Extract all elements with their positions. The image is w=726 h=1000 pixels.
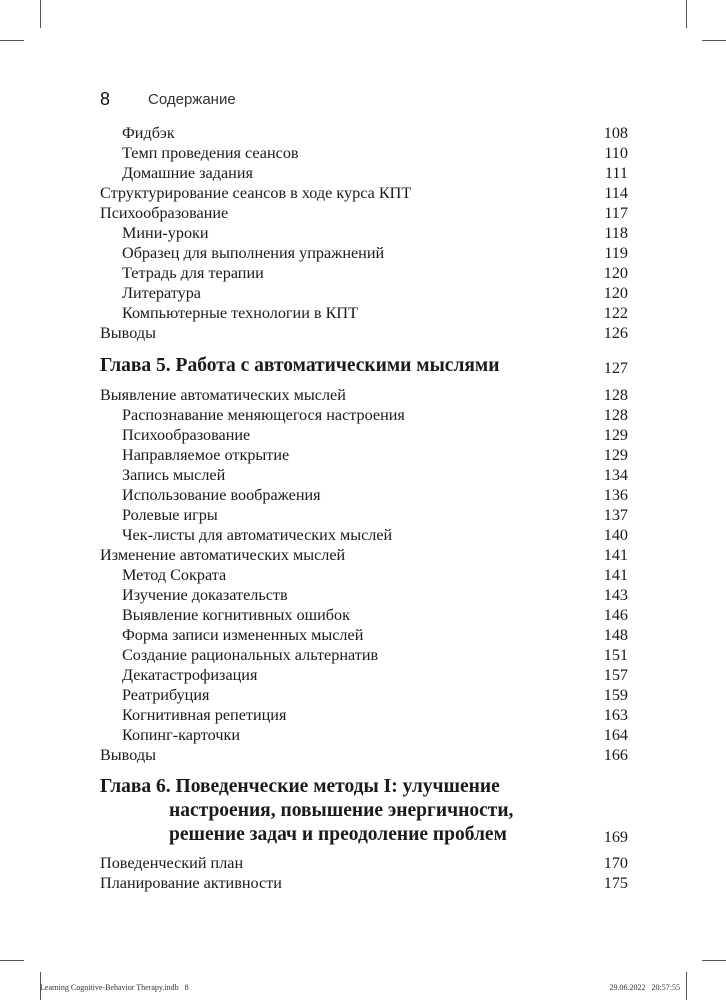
toc-entry-title: Форма записи измененных мыслей <box>122 626 364 644</box>
toc-entry <box>100 405 628 425</box>
toc-entry-page: 170 <box>603 854 628 872</box>
toc-entry-page: 110 <box>604 144 628 162</box>
chapter-title-line: Глава 6. Поведенческие методы I: улучшение <box>100 776 500 797</box>
toc-entry-title: Домашние задания <box>122 164 253 182</box>
toc-entry-title: Выводы <box>100 746 156 764</box>
toc-entry-title: Создание рациональных альтернатив <box>122 646 379 664</box>
toc-entry-page: 111 <box>604 164 628 182</box>
toc-entry-page: 140 <box>603 526 628 544</box>
toc-entry-page: 128 <box>603 406 628 424</box>
toc-entry-page: 119 <box>604 244 628 262</box>
toc-entry-page: 166 <box>603 746 628 764</box>
toc-entry-page: 129 <box>603 426 628 444</box>
toc-entry <box>100 685 628 705</box>
toc-entry <box>100 585 628 605</box>
toc-entry-page: 143 <box>603 586 628 604</box>
toc-entry-page: 126 <box>603 324 628 342</box>
toc-entry-title: Реатрибуция <box>122 686 210 704</box>
toc-entry-title: Образец для выполнения упражнений <box>122 244 385 262</box>
toc-entry-page: 148 <box>603 626 628 644</box>
toc-entry-page: 141 <box>603 566 628 584</box>
toc-entry-page: 128 <box>603 386 628 404</box>
toc-entry-title: Направляемое открытие <box>122 446 290 464</box>
toc-entry-page: 163 <box>603 706 628 724</box>
toc-entry <box>100 645 628 665</box>
toc-entry-title: Психообразование <box>122 426 251 444</box>
toc-entry <box>100 625 628 645</box>
toc-entry-title: Планирование активности <box>100 874 282 892</box>
toc-entry-title: Литература <box>122 284 201 302</box>
toc-entry-page: 164 <box>603 726 628 744</box>
toc-entry-title: Изучение доказательств <box>122 586 288 604</box>
toc-entry-page: 134 <box>603 466 628 484</box>
toc-entry <box>100 725 628 745</box>
chapter-title-line: настроения, повышение энергичности, <box>169 800 514 821</box>
toc-entry <box>100 873 628 893</box>
toc-entry-title: Метод Сократа <box>122 566 227 584</box>
print-file-name: Learning Cognitive-Behavior Therapy.indb 8 <box>40 983 189 992</box>
toc-entry <box>100 183 628 203</box>
toc-entry-page: 137 <box>603 506 628 524</box>
toc-entry-title: Фидбэк <box>122 124 175 142</box>
toc-entry <box>100 565 628 585</box>
toc-entry-page: 118 <box>604 224 628 242</box>
toc-entry-page: 151 <box>603 646 628 664</box>
toc-entry-title: Мини-уроки <box>122 224 209 242</box>
toc-entry <box>100 163 628 183</box>
toc-entry <box>100 505 628 525</box>
print-timestamp: 29.06.2022 20:57:55 <box>609 983 680 992</box>
toc-entry-title: Распознавание меняющегося настроения <box>122 406 405 424</box>
toc-entry-page: 159 <box>603 686 628 704</box>
toc-entry-title: Компьютерные технологии в КПТ <box>122 304 358 322</box>
toc-entry <box>100 445 628 465</box>
toc-entry-page: 136 <box>603 486 628 504</box>
toc-entry <box>100 665 628 685</box>
toc-entry-title: Использование воображения <box>122 486 321 504</box>
chapter-title: Глава 5. Работа с автоматическими мыслями <box>100 355 500 376</box>
toc-entry-page: 146 <box>603 606 628 624</box>
print-slug <box>40 983 680 995</box>
toc-entry-page: 175 <box>603 874 628 892</box>
toc-entry-title: Тетрадь для терапии <box>122 264 264 282</box>
toc-entry <box>100 223 628 243</box>
chapter-heading <box>100 353 628 379</box>
crop-mark <box>702 40 726 41</box>
chapter-title-line: решение задач и преодоление проблем <box>169 824 507 845</box>
chapter-heading <box>100 774 628 852</box>
toc-entry <box>100 243 628 263</box>
toc-entry <box>100 263 628 283</box>
running-title: Содержание <box>148 91 236 108</box>
toc-entry <box>100 545 628 565</box>
toc-entry-page: 129 <box>603 446 628 464</box>
crop-mark <box>40 0 41 28</box>
crop-mark <box>686 972 687 1000</box>
toc-entry <box>100 303 628 323</box>
toc-entry-page: 114 <box>604 184 628 202</box>
toc-entry-page: 122 <box>603 304 628 322</box>
toc-entry <box>100 745 628 765</box>
toc-entry-page: 117 <box>604 204 628 222</box>
toc-entry-title: Ролевые игры <box>122 506 218 524</box>
toc-entry-title: Запись мыслей <box>122 466 226 484</box>
toc-entry <box>100 605 628 625</box>
toc-entry-title: Копинг-карточки <box>122 726 240 744</box>
toc-entry-page: 157 <box>603 666 628 684</box>
toc-entry <box>100 143 628 163</box>
toc-entry <box>100 385 628 405</box>
crop-mark <box>702 960 726 961</box>
toc-entry-title: Темп проведения сеансов <box>122 144 299 162</box>
toc-entry <box>100 525 628 545</box>
toc-entry-page: 120 <box>603 264 628 282</box>
toc-entry-title: Выводы <box>100 324 156 342</box>
toc-entry-title: Поведенческий план <box>100 854 244 872</box>
toc-entry-title: Структурирование сеансов в ходе курса КПТ <box>100 184 412 202</box>
toc-entry-title: Когнитивная репетиция <box>122 706 287 724</box>
crop-mark <box>686 0 687 28</box>
chapter-page: 169 <box>603 828 628 846</box>
toc-entry-page: 108 <box>603 124 628 142</box>
toc-entry <box>100 283 628 303</box>
toc-entry-title: Декатастрофизация <box>122 666 258 684</box>
toc-entry-title: Изменение автоматических мыслей <box>100 546 346 564</box>
toc-entry-title: Чек-листы для автоматических мыслей <box>122 526 393 544</box>
toc-entry <box>100 425 628 445</box>
toc-entry-title: Выявление когнитивных ошибок <box>122 606 350 624</box>
toc-entry <box>100 705 628 725</box>
toc-entry <box>100 465 628 485</box>
toc-entry <box>100 203 628 223</box>
toc-entry-title: Выявление автоматических мыслей <box>100 386 346 404</box>
toc-entry <box>100 123 628 143</box>
toc-entry <box>100 485 628 505</box>
toc-entry-title: Психообразование <box>100 204 229 222</box>
chapter-page: 127 <box>603 359 628 377</box>
toc-entry <box>100 853 628 873</box>
page-number: 8 <box>100 89 111 109</box>
toc-entry <box>100 323 628 343</box>
toc-entry-page: 120 <box>603 284 628 302</box>
crop-mark <box>0 960 24 961</box>
toc-entry-page: 141 <box>603 546 628 564</box>
crop-mark <box>0 40 24 41</box>
